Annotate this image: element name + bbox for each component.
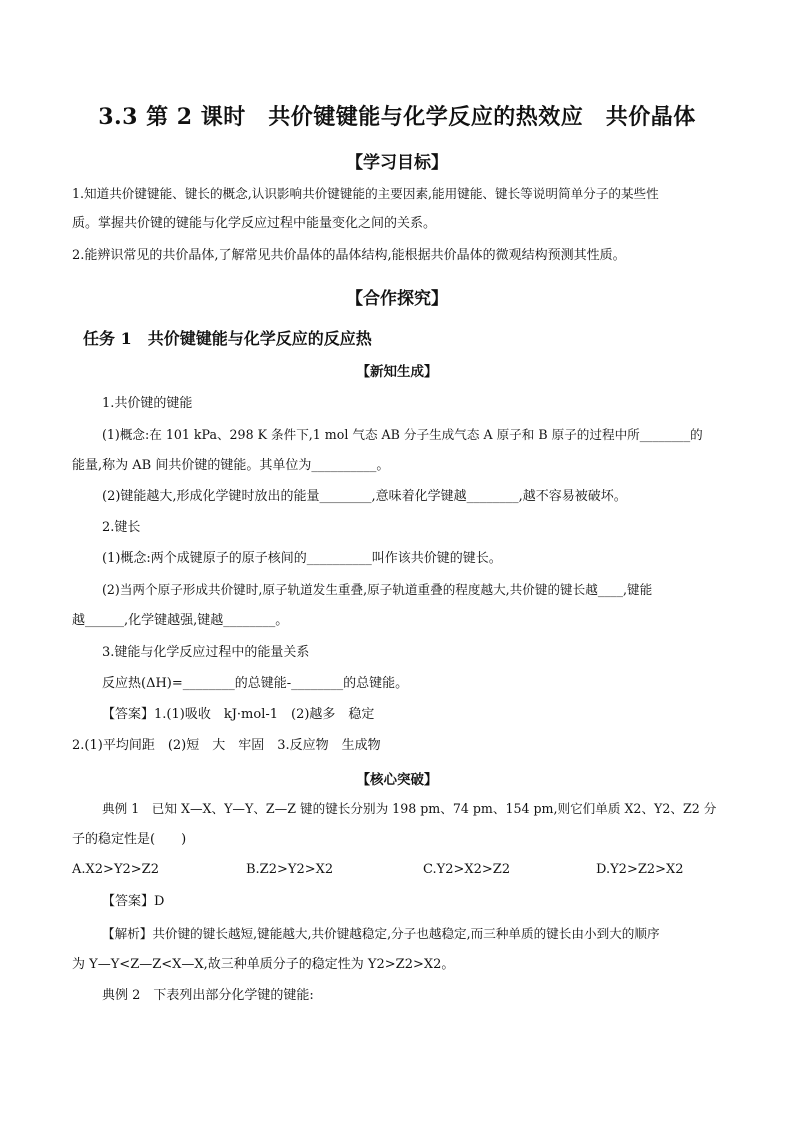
example-1-analysis-line-2: 为 Y—Y<Z—Z<X—X,故三种单质分子的稳定性为 Y2>Z2>X2。 [72, 957, 455, 972]
knowledge-line-8: 越______,化学键越强,键越________。 [72, 613, 289, 628]
knowledge-line-3: 能量,称为 AB 间共价键的键能。其单位为__________。 [72, 458, 390, 473]
example-1-option-a: A.X2>Y2>Z2 [72, 862, 159, 877]
example-1-option-b: B.Z2>Y2>X2 [246, 862, 334, 877]
knowledge-line-9: 3.键能与化学反应过程中的能量关系 [102, 645, 310, 660]
example-1-question-line-2: 子的稳定性是( ) [72, 832, 187, 847]
new-knowledge-heading: 【新知生成】 [356, 364, 438, 380]
knowledge-line-2: (1)概念:在 101 kPa、298 K 条件下,1 mol 气态 AB 分子生成气态 A 原子和 B 原子的过程中所________的 [102, 427, 703, 442]
lesson-title: 3.3 第 2 课时 共价键键能与化学反应的热效应 共价晶体 [98, 104, 696, 130]
explore-heading: 【合作探究】 [346, 289, 448, 309]
example-1-option-c: C.Y2>X2>Z2 [423, 862, 511, 877]
knowledge-line-4: (2)键能越大,形成化学键时放出的能量________,意味着化学键越________,越不容易被破坏。 [102, 489, 627, 504]
knowledge-line-7: (2)当两个原子形成共价键时,原子轨道发生重叠,原子轨道重叠的程度越大,共价键的键长越____,键能 [102, 582, 653, 597]
knowledge-line-10: 反应热(ΔH)=________的总键能-________的总键能。 [102, 676, 409, 691]
example-1-option-d: D.Y2>Z2>X2 [596, 862, 684, 877]
objectives-heading: 【学习目标】 [346, 153, 448, 173]
objective-1-line-2: 质。掌握共价键的键能与化学反应过程中能量变化之间的关系。 [72, 216, 437, 231]
task-1-title: 任务 1 共价键键能与化学反应的反应热 [83, 329, 372, 348]
example-1-analysis-line-1: 【解析】共价键的键长越短,键能越大,共价键越稳定,分子也越稳定,而三种单质的键长由小到大的顺序 [102, 926, 660, 941]
example-2-question-line-1: 典例 2 下表列出部分化学键的键能: [102, 988, 314, 1003]
knowledge-line-5: 2.键长 [102, 520, 141, 535]
answer-1-line-2: 2.(1)平均间距 (2)短 大 牢固 3.反应物 生成物 [72, 738, 381, 753]
example-1-answer: 【答案】D [102, 894, 165, 909]
knowledge-line-6: (1)概念:两个成键原子的原子核间的__________叫作该共价键的键长。 [102, 551, 502, 566]
answer-1-line-1: 【答案】1.(1)吸收 kJ·mol-1 (2)越多 稳定 [102, 707, 375, 722]
knowledge-line-1: 1.共价键的键能 [102, 396, 193, 411]
example-1-question-line-1: 典例 1 已知 X—X、Y—Y、Z—Z 键的键长分别为 198 pm、74 pm、154 pm,则它们单质 X2、Y2、Z2 分 [102, 801, 717, 816]
objective-1-line-1: 1.知道共价键键能、键长的概念,认识影响共价键键能的主要因素,能用键能、键长等说明简单分子的某些性 [72, 186, 659, 201]
core-heading: 【核心突破】 [356, 772, 438, 788]
objective-2: 2.能辨识常见的共价晶体,了解常见共价晶体的晶体结构,能根据共价晶体的微观结构预测其性质。 [72, 248, 626, 263]
